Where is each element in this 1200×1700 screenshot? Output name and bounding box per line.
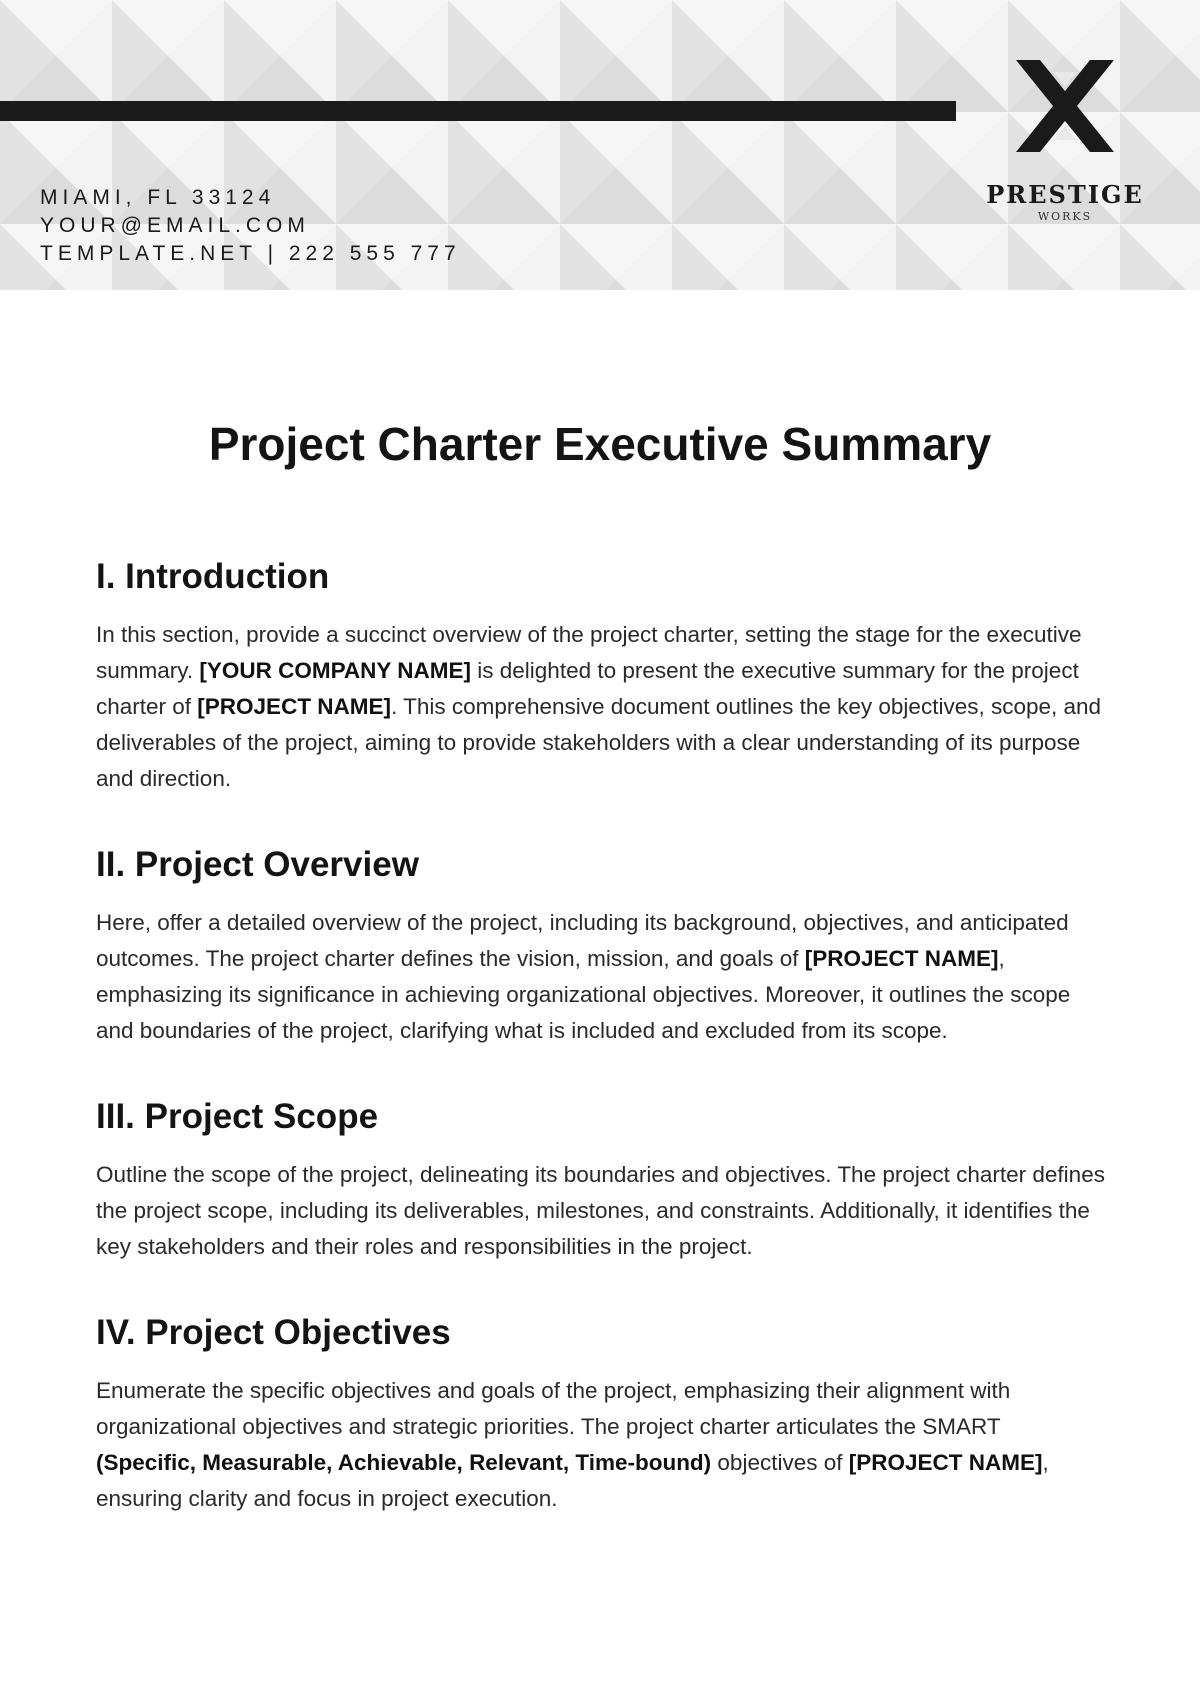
contact-website-phone: TEMPLATE.NET | 222 555 777 — [40, 242, 461, 265]
document-title: Project Charter Executive Summary — [208, 418, 992, 470]
letterhead — [0, 0, 1200, 290]
placeholder-project-name: [PROJECT NAME] — [848, 1450, 1043, 1475]
paragraph-text: In this section, provide a succinct overview of the project charter, setting the stage for the executive summary. — [96, 622, 1082, 683]
document-body — [96, 555, 1106, 1563]
section-project-scope — [96, 1095, 1106, 1265]
smart-criteria: (Specific, Measurable, Achievable, Relevant, Time-bound) — [96, 1450, 712, 1475]
paragraph-text: . This comprehensive document outlines the key objectives, scope, and deliverables of the project, aiming to provide stakeholders with a clear understanding of its purpose and direction. — [96, 694, 1102, 791]
paragraph-text: Here, offer a detailed overview of the project, including its background, objectives, and anticipated outcomes. The project charter defines the vision, mission, and goals of — [96, 910, 1069, 971]
section-paragraph — [96, 617, 1106, 797]
section-heading: III. Project Scope — [96, 1097, 379, 1136]
section-heading: IV. Project Objectives — [96, 1313, 451, 1352]
paragraph-text: Outline the scope of the project, delineating its boundaries and objectives. The project charter defines the project scope, including its deliverables, milestones, and constraints. Additionally, it identifies the key stakeholders and their roles and responsibilities in the project. — [96, 1162, 1105, 1259]
section-heading: I. Introduction — [96, 557, 330, 596]
paragraph-text: , ensuring clarity and focus in project execution. — [96, 1450, 1049, 1511]
logo-subtitle: WORKS — [1037, 210, 1093, 223]
contact-address: MIAMI, FL 33124 — [40, 186, 276, 209]
x-mark-logo-icon — [1010, 52, 1120, 160]
header-divider-bar — [0, 101, 956, 121]
section-heading: II. Project Overview — [96, 845, 419, 884]
paragraph-text: is delighted to present the executive summary for the project charter of — [96, 658, 1079, 719]
section-introduction — [96, 555, 1106, 797]
section-project-overview — [96, 843, 1106, 1049]
paragraph-text: Enumerate the specific objectives and goals of the project, emphasizing their alignment with organizational objectives and strategic priorities. The project charter articulates the SMART — [96, 1378, 1011, 1439]
contact-info — [40, 184, 461, 268]
placeholder-project-name: [PROJECT NAME] — [197, 694, 392, 719]
section-paragraph — [96, 1373, 1106, 1517]
paragraph-text: objectives of — [711, 1450, 849, 1475]
section-paragraph — [96, 905, 1106, 1049]
paragraph-text: , emphasizing its significance in achieving organizational objectives. Moreover, it outlines the scope and boundaries of the project, clarifying what is included and excluded from its scope. — [96, 946, 1071, 1043]
company-logo — [980, 52, 1150, 223]
placeholder-company-name: [YOUR COMPANY NAME] — [199, 658, 472, 683]
placeholder-project-name: [PROJECT NAME] — [804, 946, 999, 971]
logo-name: PRESTIGE — [986, 180, 1144, 209]
contact-email: YOUR@EMAIL.COM — [40, 214, 310, 237]
section-paragraph — [96, 1157, 1106, 1265]
section-project-objectives — [96, 1311, 1106, 1517]
